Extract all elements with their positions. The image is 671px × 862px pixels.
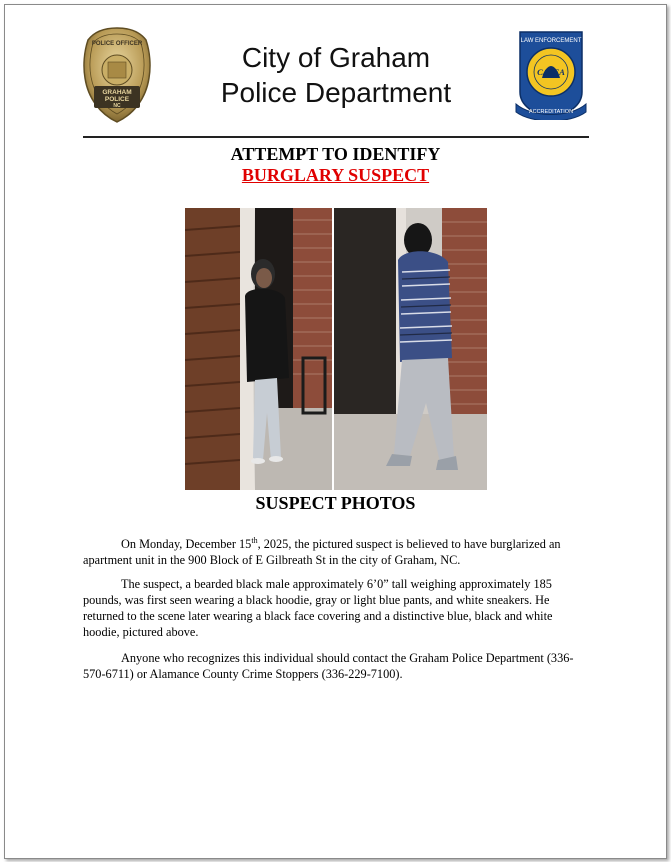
- police-badge-icon: [82, 26, 152, 124]
- svg-text:LAW ENFORCEMENT: LAW ENFORCEMENT: [520, 38, 582, 44]
- svg-text:ACCREDITATION: ACCREDITATION: [528, 109, 574, 115]
- svg-text:POLICE: POLICE: [104, 96, 130, 103]
- title-line-1: City of Graham: [241, 42, 431, 73]
- paragraph-incident: On Monday, December 15th, 2025, the pictured suspect is believed to have burglarized an apartment unit in the 900 Block of E Gilbreath St in the city of Graham, NC.: [83, 535, 561, 567]
- svg-text:GRAHAM: GRAHAM: [102, 89, 132, 96]
- calea-seal-icon: [512, 26, 590, 120]
- notice-heading: ATTEMPT TO IDENTIFY: [230, 144, 441, 164]
- svg-text:POLICE OFFICER: POLICE OFFICER: [91, 41, 143, 47]
- department-title: [160, 40, 512, 110]
- svg-text:NC: NC: [113, 103, 121, 109]
- title-line-2: Police Department: [220, 77, 452, 108]
- header-divider: [83, 136, 589, 138]
- svg-text:CALEA: CALEA: [537, 67, 565, 77]
- notice-subheading: BURGLARY SUSPECT: [241, 165, 430, 185]
- suspect-photo-left: [185, 208, 332, 490]
- suspect-photo-right: [334, 208, 487, 490]
- photos-caption: SUSPECT PHOTOS: [255, 493, 416, 513]
- paragraph-contact: Anyone who recognizes this individual should contact the Graham Police Department (336-570-6711) or Alamance County Crime Stoppers (336-229-7100).: [83, 651, 574, 681]
- paragraph-description: The suspect, a bearded black male approximately 6’0” tall weighing approximately 185 pounds, was first seen wearing a black hoodie, gray or light blue pants, and white sneakers. He returned to the scene later wearing a black face covering and a distinctive blue, black and white hoodie, pictured above.: [83, 577, 553, 639]
